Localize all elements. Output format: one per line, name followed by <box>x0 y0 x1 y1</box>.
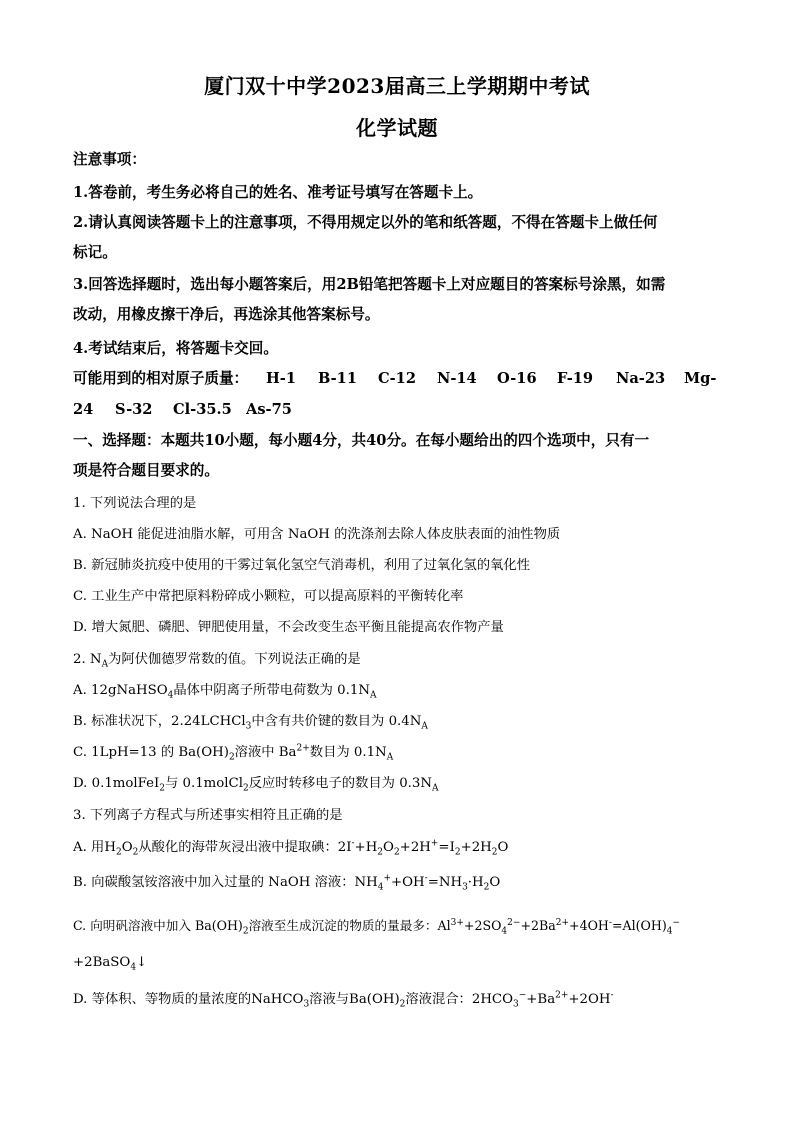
question-3-option-c-cont: +2BaSO$_4$↓ <box>73 955 148 973</box>
atomic-mass-cl: Cl-35.5 <box>173 401 232 418</box>
exam-title: 厦门双十中学2023届高三上学期期中考试 <box>204 74 590 98</box>
atomic-mass-f: F-19 <box>557 370 594 387</box>
section-1-heading-cont: 项是符合题目要求的。 <box>73 462 219 479</box>
notice-item-3: 3.回答选择题时，选出每小题答案后，用2B铅笔把答题卡上对应题目的答案标号涂黑，如需 <box>73 276 666 293</box>
atomic-mass-as: As-75 <box>246 401 292 418</box>
atomic-mass-mg-cont: 24 <box>73 401 94 418</box>
notice-item-2-cont: 标记。 <box>73 244 117 261</box>
atomic-mass-h: H-1 <box>266 370 296 387</box>
atomic-mass-o: O-16 <box>497 370 537 387</box>
question-1-option-d: D. 增大氮肥、磷肥、钾肥使用量，不会改变生态平衡且能提高农作物产量 <box>73 620 504 635</box>
question-3-option-c: C. 向明矾溶液中加入 $Ba(OH)_2$溶液至生成沉淀的物质的量最多：$Al^{3+}+2SO_4^{2-}+2Ba^{2+}+4OH^-=Al(OH)_4^-$ <box>73 917 681 937</box>
notice-item-3-cont: 改动，用橡皮擦干净后，再选涂其他答案标号。 <box>73 306 380 323</box>
question-3-stem: 3. 下列离子方程式与所述事实相符且正确的是 <box>73 808 343 823</box>
question-2-option-c: C. 1LpH=13 的 $Ba(OH)_2$溶液中 $Ba^{2+}$数目为 $0.1N_A$ <box>73 743 394 763</box>
atomic-mass-na: Na-23 <box>616 370 666 387</box>
question-3-option-d: D. 等体积、等物质的量浓度的NaHCO$_3$溶液与$Ba(OH)_2$溶液混合：$2HCO_3^-+Ba^{2+}+2OH^-$ <box>73 990 614 1010</box>
notice-item-2: 2.请认真阅读答题卡上的注意事项，不得用规定以外的笔和纸答题，不得在答题卡上做任何 <box>73 214 658 231</box>
atomic-mass-mg: Mg- <box>684 370 717 387</box>
question-3-option-a: A. 用$H_2O_2$从酸化的海带灰浸出液中提取碘：$2I^-+H_2O_2+2H^+=I_2+2H_2O$ <box>73 838 509 858</box>
notice-heading: 注意事项： <box>73 151 146 168</box>
notice-item-1: 1.答卷前，考生务必将自己的姓名、准考证号填写在答题卡上。 <box>73 184 483 201</box>
atomic-mass-line-2 <box>73 400 723 420</box>
atomic-mass-b: B-11 <box>318 370 357 387</box>
atomic-mass-s: S-32 <box>115 401 153 418</box>
atomic-mass-c: C-12 <box>378 370 416 387</box>
question-2-option-b: B. 标准状况下，2.24LCHCl$_3$中含有共价键的数目为 $0.4N_A$ <box>73 714 428 732</box>
notice-item-4: 4.考试结束后，将答题卡交回。 <box>73 340 278 357</box>
question-1-stem: 1. 下列说法合理的是 <box>73 496 197 511</box>
question-1-option-a: A. NaOH 能促进油脂水解，可用含 NaOH 的洗涤剂去除人体皮肤表面的油性物质 <box>73 527 561 542</box>
question-3-option-b: B. 向碳酸氢铵溶液中加入过量的 NaOH 溶液：$NH_4^++OH^-=NH_3\cdot H_2O$ <box>73 873 501 893</box>
atomic-mass-n: N-14 <box>437 370 477 387</box>
question-1-option-b: B. 新冠肺炎抗疫中使用的干雾过氧化氢空气消毒机，利用了过氧化氢的氧化性 <box>73 558 531 573</box>
question-2-option-a: A. 12gNaHSO$_4$晶体中阴离子所带电荷数为 $0.1N_A$ <box>73 683 377 701</box>
section-1-heading: 一、选择题：本题共10小题，每小题4分，共40分。在每小题给出的四个选项中，只有一 <box>73 432 650 449</box>
question-2-stem: 2. $N_A$为阿伏伽德罗常数的值。下列说法正确的是 <box>73 652 361 670</box>
question-1-option-c: C. 工业生产中常把原料粉碎成小颗粒，可以提高原料的平衡转化率 <box>73 589 464 604</box>
question-2-option-d: D. 0.1molFeI$_2$与 0.1molCl$_2$反应时转移电子的数目为 $0.3N_A$ <box>73 776 439 794</box>
atomic-mass-line-1 <box>73 369 723 389</box>
atomic-mass-label: 可能用到的相对原子质量： <box>73 370 249 387</box>
exam-subtitle: 化学试题 <box>356 116 438 140</box>
